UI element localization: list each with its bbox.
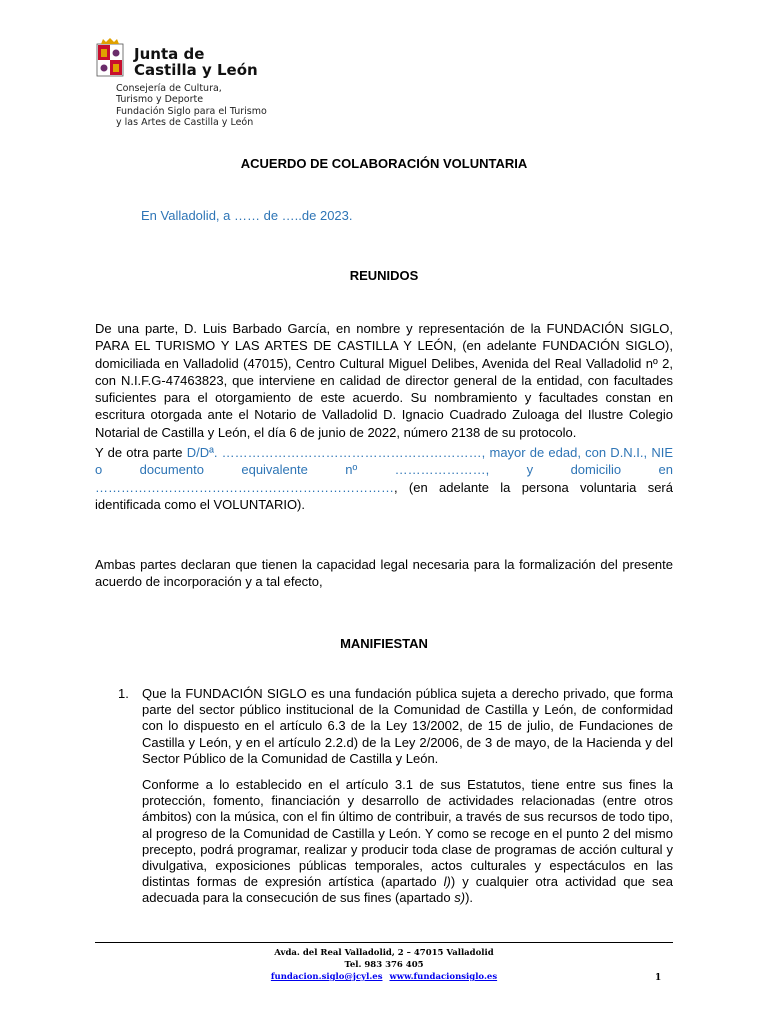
- second-party-intro: Y de otra parte: [95, 445, 187, 460]
- org-name: Junta de Castilla y León: [134, 45, 258, 79]
- volunteer-fill-fields: D/Dª. ……………………………………………………, mayor de edad, con D.N.I., NIE o documento equivalente nº …………………, y domicilio en ……………………………………………………………: [95, 445, 673, 495]
- manifiestan-heading: MANIFIESTAN: [340, 636, 428, 651]
- foundation-name: Fundación Siglo para el Turismo y las Artes de Castilla y León: [116, 106, 267, 128]
- list-item-paragraph: Que la FUNDACIÓN SIGLO es una fundación pública sujeta a derecho privado, que forma parte del sector público institucional de la Comunidad de Castilla y León, de conformidad con lo dispuesto en el artículo 6.3 de la Ley 13/2002, de 15 de julio, de Fundaciones de Castilla y León, y en el artículo 2.2.d) de la Ley 2/2006, de 3 de mayo, de la Hacienda y del Sector Público de la Comunidad de Castilla y León.: [142, 686, 673, 766]
- statutes-text-cont: ) y cualquier otra actividad que sea adecuada para la consecución de sus fines (apartado: [142, 874, 673, 906]
- paragraph-capacity: Ambas partes declaran que tienen la capacidad legal necesaria para la formalización del presente acuerdo de incorporación y a tal efecto,: [95, 557, 673, 590]
- list-item-paragraph-statutes: [142, 777, 673, 907]
- footer-divider: [95, 942, 673, 943]
- date-line: En Valladolid, a …… de …..de 2023.: [141, 208, 353, 223]
- email-link[interactable]: fundacion.siglo@jcyl.es: [270, 972, 383, 982]
- second-party-closing: , (en adelante la persona voluntaria será identificada como el VOLUNTARIO).: [95, 479, 673, 512]
- apartado-l: l): [443, 874, 451, 890]
- page-number: 1: [655, 973, 662, 983]
- reunidos-heading: REUNIDOS: [349, 268, 419, 283]
- statutes-text: Conforme a lo establecido en el artículo 3.1 de sus Estatutos, tiene entre sus fines la protección, fomento, financiación y desarrollo de actividades relacionadas (entre otros ámbitos) con la música, con el fin último de contribuir, a través de sus recursos de todo tipo, al progreso de la Comunidad de Castilla y León. Y como se recoge en el punto 2 del mismo precepto, podrá programar, realizar y producir toda clase de programas de acción cultural y divulgativa, exposiciones públicas temporales, actos culturales y espectáculos en las distintas formas de expresión artística (apartado: [142, 777, 673, 890]
- footer-phone: Tel. 983 376 405: [344, 960, 424, 970]
- statutes-text-end: ).: [465, 890, 474, 906]
- document-title: ACUERDO DE COLABORACIÓN VOLUNTARIA: [240, 156, 528, 171]
- department-name: Consejería de Cultura, Turismo y Deporte: [116, 83, 222, 105]
- footer-links: [0, 972, 768, 982]
- list-item-number: 1.: [118, 686, 129, 701]
- website-link[interactable]: www.fundacionsiglo.es: [389, 972, 498, 982]
- coat-of-arms-icon: [95, 38, 125, 80]
- footer-address: Avda. del Real Valladolid, 2 – 47015 Valladolid: [274, 948, 494, 958]
- paragraph-second-party: [95, 444, 673, 513]
- apartado-s: s): [454, 890, 466, 906]
- paragraph-first-party: De una parte, D. Luis Barbado García, en nombre y representación de la FUNDACIÓN SIGLO, PARA EL TURISMO Y LAS ARTES DE CASTILLA Y LEÓN, (en adelante FUNDACIÓN SIGLO), domiciliada en Valladolid (47015), Centro Cultural Miguel Delibes, Avenida del Real Valladolid nº 2, con N.I.F.G-47463823, que interviene en calidad de director general de la entidad, con facultades suficientes para el otorgamiento de este acuerdo. Su nombramiento y facultades constan en escritura otorgada ante el Notario de Valladolid D. Ignacio Cuadrado Zuloaga del Ilustre Colegio Notarial de Castilla y León, el día 6 de junio de 2022, número 2138 de su protocolo.: [95, 321, 673, 440]
- junta-logo: [92, 34, 292, 129]
